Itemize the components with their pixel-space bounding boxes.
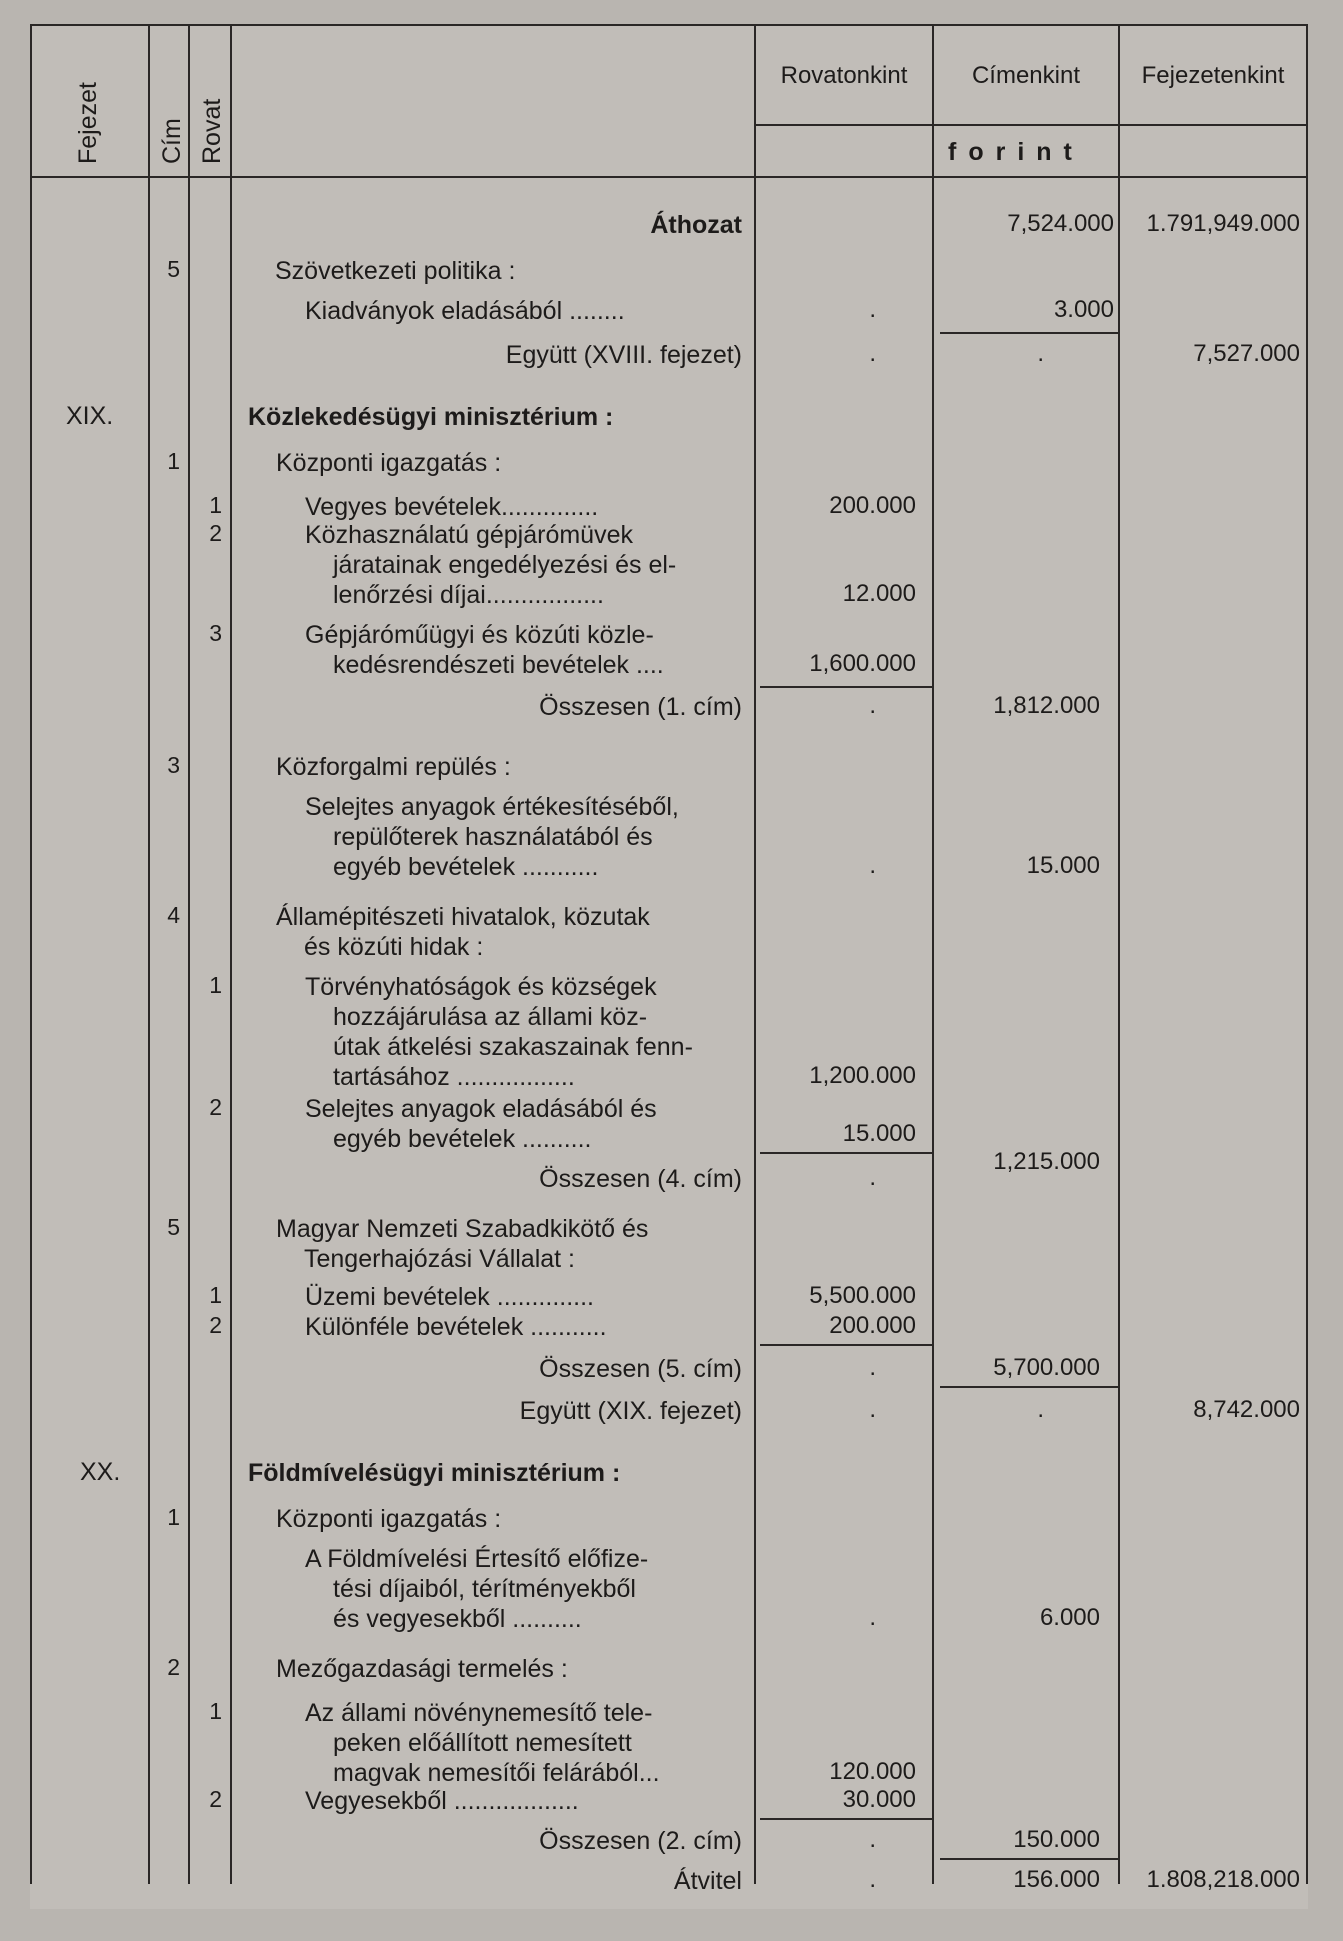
kozponti1-cim: 1 xyxy=(167,448,180,474)
allamep-line-2: és közúti hidak : xyxy=(304,933,484,961)
allamep-label xyxy=(276,902,650,962)
kiadvanyok-underline xyxy=(940,332,1118,334)
kozponti2-cim: 1 xyxy=(167,1504,180,1530)
xix-label: Közlekedésügyi minisztérium : xyxy=(248,403,614,431)
osszesen2-rovatonkint: . xyxy=(869,1826,876,1853)
vegyes-label: Vegyes bevételek.............. xyxy=(305,493,599,521)
selejtes2-label xyxy=(305,1094,657,1154)
header-fejezetenkint: Fejezetenkint xyxy=(1141,62,1285,89)
osszesen5-rovatonkint: . xyxy=(869,1354,876,1381)
torvhat-label xyxy=(305,972,693,1092)
kozhaszn-line-2: járatainak engedélyezési és el- xyxy=(333,551,677,579)
magyar-line-2: Tengerhajózási Vállalat : xyxy=(304,1245,575,1273)
header-split-border xyxy=(754,124,1308,126)
selejtes1-label xyxy=(305,792,679,882)
selejtes2-underline xyxy=(760,1152,932,1154)
allamep-line-1: Államépitészeti hivatalok, közutak xyxy=(276,903,650,931)
uzemi-rovat: 1 xyxy=(209,1282,222,1308)
torvhat-line-4: tartásához ................. xyxy=(333,1063,575,1091)
selejtes1-line-3: egyéb bevételek ........... xyxy=(333,853,599,881)
header-rovatonkint: Rovatonkint xyxy=(780,62,908,89)
egyutt19-rovatonkint: . xyxy=(869,1396,876,1423)
atvitel-fejezetenkint: 1.808,218.000 xyxy=(1146,1866,1300,1893)
kozhaszn-rovat: 2 xyxy=(209,520,222,546)
osszesen4-rovatonkint: . xyxy=(869,1164,876,1191)
egyutt19-label: Együtt (XIX. fejezet) xyxy=(519,1397,742,1425)
kozponti2-label: Központi igazgatás : xyxy=(276,1505,502,1533)
novenynem-line-2: peken előállított nemesített xyxy=(333,1729,632,1757)
magyar-label xyxy=(276,1214,648,1274)
left-border xyxy=(30,24,32,1884)
selejtes1-line-1: Selejtes anyagok értékesítéséből, xyxy=(305,793,679,821)
gepjaro-rovat: 3 xyxy=(209,620,222,646)
header-cim: Cím xyxy=(158,118,186,164)
kozforg-cim: 3 xyxy=(167,752,180,778)
atvitel-rovatonkint: . xyxy=(869,1866,876,1893)
osszesen1-cimenkint: 1,812.000 xyxy=(993,692,1100,719)
kozhaszn-line-3: lenőrzési díjai................. xyxy=(333,581,604,609)
header-bottom-border xyxy=(30,176,1308,178)
selejtes1-rovatonkint: . xyxy=(869,852,876,879)
atvitel-cimenkint: 156.000 xyxy=(1013,1866,1100,1893)
egyutt19-fejezetenkint: 8,742.000 xyxy=(1193,1396,1300,1423)
rovat-col-border xyxy=(230,24,232,1884)
osszesen1-label: Összesen (1. cím) xyxy=(539,693,742,721)
gepjaro-underline xyxy=(760,686,932,688)
osszesen1-rovatonkint: . xyxy=(869,692,876,719)
torvhat-rovat: 1 xyxy=(209,972,222,998)
kulonfele-rovatonkint: 200.000 xyxy=(829,1312,916,1339)
kulonfele-label: Különféle bevételek ........... xyxy=(305,1313,607,1341)
selejtes2-rovatonkint: 15.000 xyxy=(842,1120,916,1147)
fejezet-col-border xyxy=(148,24,150,1884)
kozhaszn-label xyxy=(305,520,676,610)
xix-fejezet: XIX. xyxy=(66,402,114,430)
selejtes1-cimenkint: 15.000 xyxy=(1026,852,1100,879)
novenynem-rovatonkint: 120.000 xyxy=(829,1758,916,1785)
magyar-cim: 5 xyxy=(167,1214,180,1240)
vegyes-rovatonkint: 200.000 xyxy=(829,492,916,519)
header-rovat: Rovat xyxy=(198,98,226,164)
mezogazd-label: Mezőgazdasági termelés : xyxy=(276,1655,568,1683)
foldmiv-ert-line-2: tési díjaiból, térítményekből xyxy=(333,1575,636,1603)
kozponti1-label: Központi igazgatás : xyxy=(276,449,502,477)
egyutt18-label: Együtt (XVIII. fejezet) xyxy=(505,341,742,369)
novenynem-line-3: magvak nemesítői felárából... xyxy=(333,1759,660,1787)
foldmiv-ert-line-3: és vegyesekből .......... xyxy=(333,1605,582,1633)
torvhat-line-3: útak átkelési szakaszainak fenn- xyxy=(333,1033,693,1061)
osszesen4-label: Összesen (4. cím) xyxy=(539,1165,742,1193)
header-unit: forint xyxy=(948,138,1084,166)
vegyesekbol-label: Vegyesekből .................. xyxy=(305,1787,579,1815)
magyar-line-1: Magyar Nemzeti Szabadkikötő és xyxy=(276,1215,649,1243)
kulonfele-rovat: 2 xyxy=(209,1312,222,1338)
foldmiv-ert-cimenkint: 6.000 xyxy=(1039,1604,1100,1631)
osszesen5-cimenkint: 5,700.000 xyxy=(993,1354,1100,1381)
novenynem-rovat: 1 xyxy=(209,1698,222,1724)
kiadvanyok-label: Kiadványok eladásából ........ xyxy=(305,297,625,325)
atvitel-label: Átvitel xyxy=(673,1867,742,1895)
mezogazd-cim: 2 xyxy=(167,1654,180,1680)
top-border xyxy=(30,24,1308,26)
gepjaro-line-1: Gépjáróműügyi és közúti közle- xyxy=(305,621,654,649)
kozhaszn-rovatonkint: 12.000 xyxy=(842,580,916,607)
vegyesekbol-underline xyxy=(760,1818,932,1820)
kulonfele-underline xyxy=(760,1344,932,1346)
budget-table xyxy=(30,24,1308,1909)
selejtes2-line-1: Selejtes anyagok eladásából és xyxy=(305,1095,657,1123)
kiadvanyok-rovatonkint: . xyxy=(869,296,876,323)
torvhat-line-2: hozzájárulása az állami köz- xyxy=(333,1003,648,1031)
osszesen2-underline xyxy=(940,1858,1118,1860)
szovetkezeti-cim: 5 xyxy=(167,256,180,282)
kozhaszn-line-1: Közhasználatú gépjárómüvek xyxy=(305,521,633,549)
torvhat-line-1: Törvényhatóságok és községek xyxy=(305,973,657,1001)
egyutt18-rovatonkint: . xyxy=(869,340,876,367)
gepjaro-label xyxy=(305,620,664,680)
cim-col-border xyxy=(188,24,190,1884)
selejtes2-line-2: egyéb bevételek .......... xyxy=(333,1125,592,1153)
torvhat-rovatonkint: 1,200.000 xyxy=(809,1062,916,1089)
vegyesekbol-rovat: 2 xyxy=(209,1786,222,1812)
kiadvanyok-cimenkint: 3.000 xyxy=(1053,296,1114,323)
selejtes1-line-2: repülőterek használatából és xyxy=(333,823,653,851)
uzemi-rovatonkint: 5,500.000 xyxy=(809,1282,916,1309)
osszesen2-label: Összesen (2. cím) xyxy=(539,1827,742,1855)
szovetkezeti-label: Szövetkezeti politika : xyxy=(275,257,516,285)
foldmiv-ert-line-1: A Földmívelési Értesítő előfize- xyxy=(305,1545,649,1573)
novenynem-line-1: Az állami növénynemesítő tele- xyxy=(305,1699,653,1727)
egyutt18-fejezetenkint: 7,527.000 xyxy=(1193,340,1300,367)
osszesen5-underline xyxy=(940,1386,1118,1388)
gepjaro-rovatonkint: 1,600.000 xyxy=(809,650,916,677)
osszesen5-label: Összesen (5. cím) xyxy=(539,1355,742,1383)
foldmiv-ert-rovatonkint: . xyxy=(869,1604,876,1631)
osszesen4-cimenkint: 1,215.000 xyxy=(993,1148,1100,1175)
uzemi-label: Üzemi bevételek .............. xyxy=(305,1283,594,1311)
vegyes-rovat: 1 xyxy=(209,492,222,518)
xx-label: Földmívelésügyi minisztérium : xyxy=(248,1459,621,1487)
athozat-label: Áthozat xyxy=(650,211,742,239)
vegyesekbol-rovatonkint: 30.000 xyxy=(842,1786,916,1813)
athozat-cimenkint: 7,524.000 xyxy=(1007,210,1114,237)
novenynem-label xyxy=(305,1698,660,1788)
right-border xyxy=(1306,24,1308,1884)
selejtes2-rovat: 2 xyxy=(209,1094,222,1120)
kozforg-label: Közforgalmi repülés : xyxy=(276,753,511,781)
header-fejezet: Fejezet xyxy=(74,82,102,164)
foldmiv-ert-label xyxy=(305,1544,648,1634)
gepjaro-line-2: kedésrendészeti bevételek .... xyxy=(333,651,664,679)
osszesen2-cimenkint: 150.000 xyxy=(1013,1826,1100,1853)
xx-fejezet: XX. xyxy=(80,1458,121,1486)
allamep-cim: 4 xyxy=(167,902,180,928)
athozat-fejezetenkint: 1.791,949.000 xyxy=(1146,210,1300,237)
header-cimenkint: Címenkint xyxy=(971,62,1081,89)
egyutt19-cimenkint: . xyxy=(1037,1396,1044,1423)
fejezetenkint-col-border xyxy=(1118,24,1120,1884)
egyutt18-cimenkint: . xyxy=(1037,340,1044,367)
